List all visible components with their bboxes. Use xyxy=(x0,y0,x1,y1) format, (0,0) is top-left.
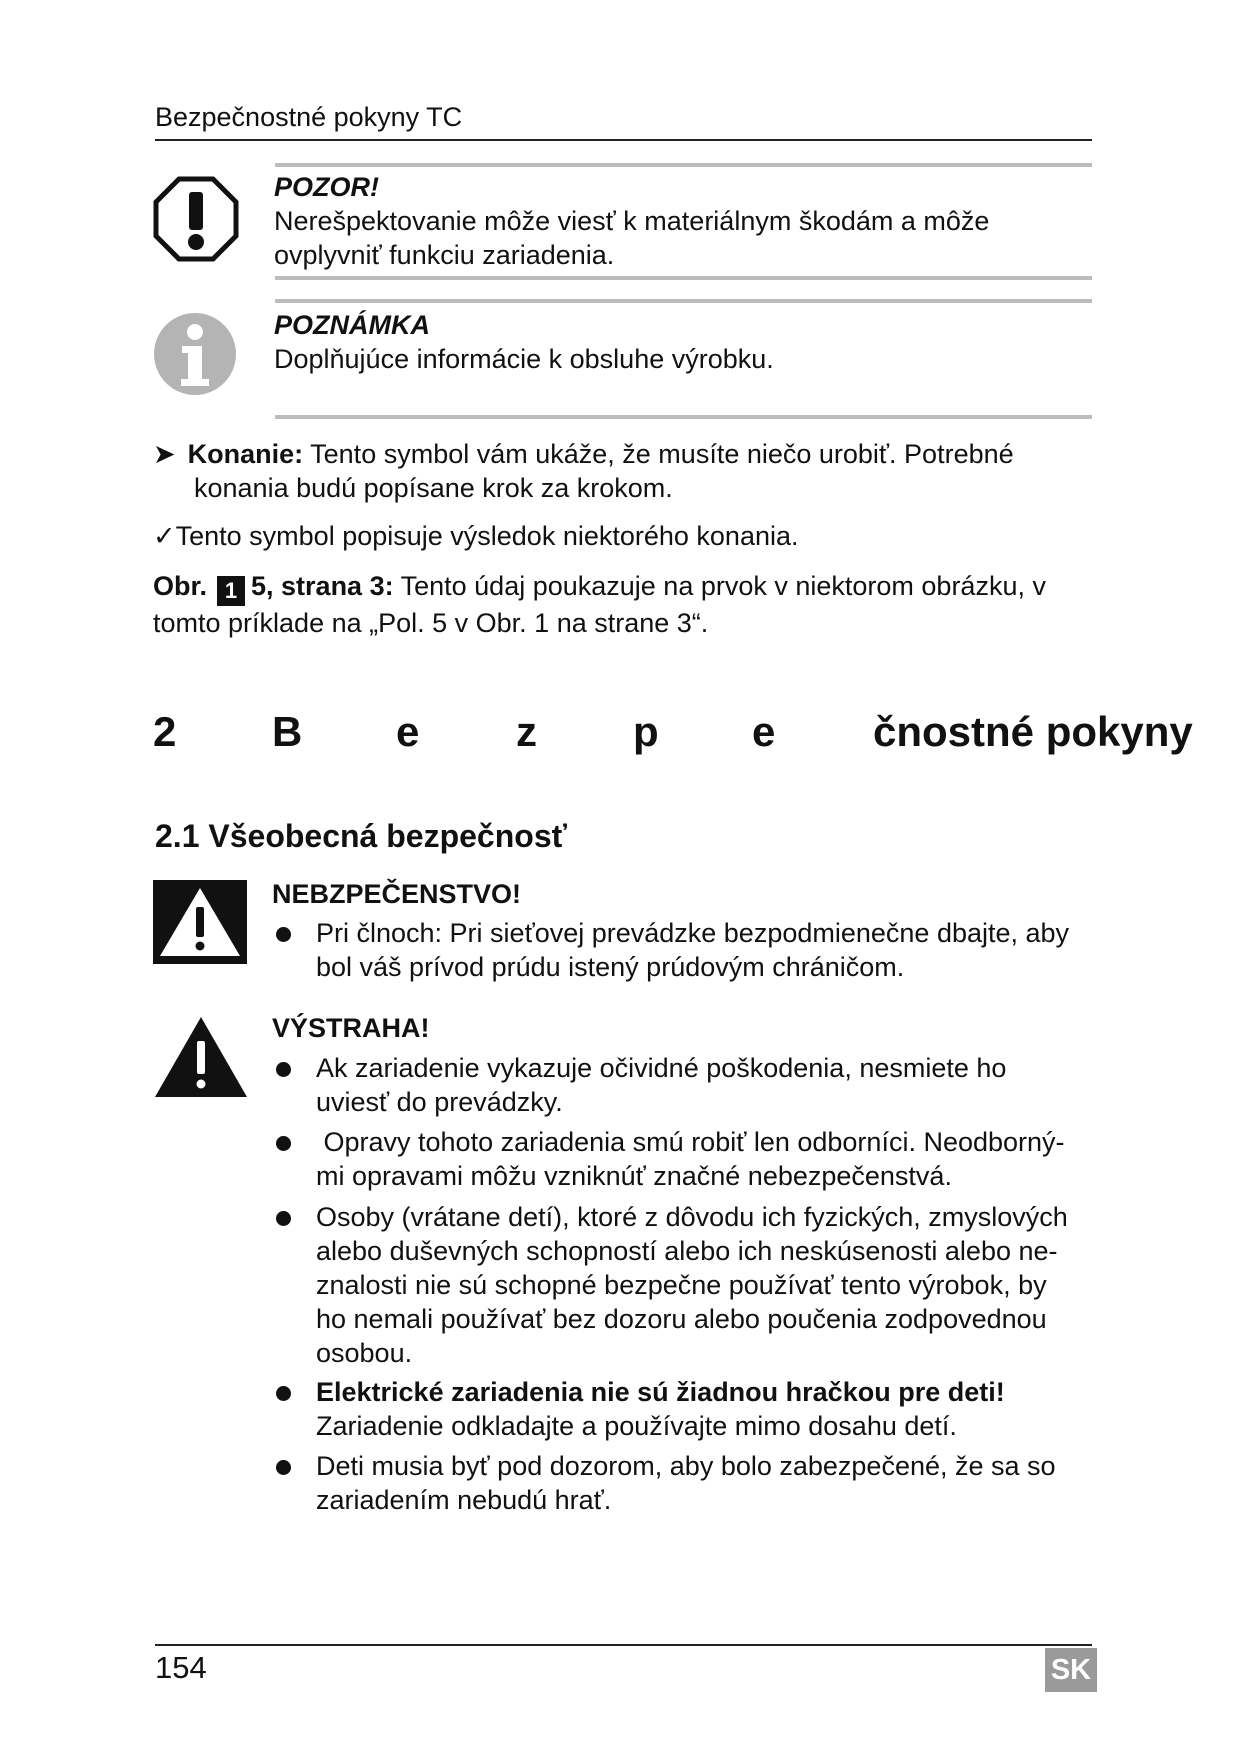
danger-title: NEBZPEČENSTVO! xyxy=(272,879,522,909)
list-item xyxy=(316,1125,1096,1193)
warning-title: VÝSTRAHA! xyxy=(272,1013,430,1043)
bullet-icon xyxy=(276,927,291,942)
info-icon xyxy=(152,311,238,397)
list-item-line: Ak zariadenie vykazuje očividné poškodenia, nesmiete ho xyxy=(316,1053,1007,1083)
list-item xyxy=(316,1375,1096,1443)
figure-reference-paragraph xyxy=(153,569,1103,640)
list-item-line: znalosti nie sú schopné bezpečne používať tento výrobok, by xyxy=(316,1270,1047,1300)
note-text: Doplňujúce informácie k obsluhe výrobku. xyxy=(274,344,774,374)
heading-rest: čnostné pokyny xyxy=(873,708,1193,755)
list-item-line: Deti musia byť pod dozorom, aby bolo zabezpečené, že sa so xyxy=(316,1451,1056,1481)
caution-text-line: Nerešpektovanie môže viesť k materiálnym škodám a môže xyxy=(274,206,990,236)
page-number: 154 xyxy=(155,1650,207,1685)
list-item-line: alebo duševných schopností alebo ich neskúsenosti alebo ne- xyxy=(316,1236,1058,1266)
list-item-line: osobou. xyxy=(316,1338,413,1368)
caution-octagon-icon xyxy=(153,176,239,262)
result-paragraph: ✓Tento symbol popisuje výsledok niektorého konania. xyxy=(153,521,799,551)
figure-number-badge: 1 xyxy=(217,576,245,606)
heading-letter: z xyxy=(516,708,537,755)
list-item-line: uviesť do prevádzky. xyxy=(316,1087,563,1117)
figref-label: Obr. xyxy=(153,571,208,601)
bullet-icon xyxy=(276,1211,291,1226)
action-text: Tento symbol vám ukáže, že musíte niečo urobiť. Potrebné xyxy=(303,439,1014,469)
list-item-line: Opravy tohoto zariadenia smú robiť len odborníci. Neodborný- xyxy=(316,1127,1065,1157)
list-item-line: zariadením nebudú hrať. xyxy=(316,1485,612,1515)
figref-text-line: tomto príklade na „Pol. 5 v Obr. 1 na strane 3“. xyxy=(153,608,709,638)
list-item xyxy=(316,916,1096,984)
running-header: Bezpečnostné pokyny TC xyxy=(155,102,463,132)
footer-divider xyxy=(155,1644,1092,1646)
list-item-line: Osoby (vrátane detí), ktoré z dôvodu ich fyzických, zmyslových xyxy=(316,1202,1068,1232)
danger-warning-triangle-icon xyxy=(153,880,247,964)
list-item xyxy=(316,1200,1096,1370)
note-title: POZNÁMKA xyxy=(274,310,430,340)
bullet-icon xyxy=(276,1062,291,1077)
heading-letter: B xyxy=(272,708,303,755)
language-badge: SK xyxy=(1045,1648,1097,1692)
notice-top-rule xyxy=(275,299,1092,303)
action-paragraph xyxy=(153,437,1103,505)
list-item-line: mi opravami môžu vzniknúť značné nebezpečenstvá. xyxy=(316,1161,952,1191)
heading-letter: e xyxy=(752,708,776,755)
action-label: Konanie: xyxy=(187,439,304,469)
list-item xyxy=(316,1051,1096,1119)
notice-top-rule xyxy=(275,163,1092,167)
caution-text-line: ovplyvniť funkciu zariadenia. xyxy=(274,240,615,270)
figref-text: Tento údaj poukazuje na prvok v niektorom obrázku, v xyxy=(393,571,1046,601)
figref-label-rest: 5, strana 3: xyxy=(251,571,394,601)
list-item-line: Zariadenie odkladajte a používajte mimo dosahu detí. xyxy=(316,1411,957,1441)
caution-title: POZOR! xyxy=(274,172,379,202)
notice-divider-rule xyxy=(275,276,1092,280)
bullet-icon xyxy=(276,1386,291,1401)
list-item-line: Elektrické zariadenia nie sú žiadnou hračkou pre deti! xyxy=(316,1377,1005,1407)
notice-bottom-rule xyxy=(275,415,1092,419)
bullet-icon xyxy=(276,1136,291,1151)
header-divider xyxy=(155,139,1092,141)
warning-triangle-icon xyxy=(153,1015,249,1099)
list-item-line: ho nemali používať bez dozoru alebo poučenia zodpovednou xyxy=(316,1304,1047,1334)
heading-letter: p xyxy=(633,708,659,755)
arrow-icon: ➤ xyxy=(153,439,176,469)
subsection-title: 2.1 Všeobecná bezpečnosť xyxy=(155,818,567,854)
section-number: 2 xyxy=(153,708,177,755)
heading-letter: e xyxy=(396,708,420,755)
caution-text xyxy=(274,204,989,272)
list-item-line: Pri člnoch: Pri sieťovej prevádzke bezpodmienečne dbajte, aby xyxy=(316,918,1070,948)
bullet-icon xyxy=(276,1460,291,1475)
list-item-line: bol váš prívod prúdu istený prúdovým chráničom. xyxy=(316,952,905,982)
list-item xyxy=(316,1449,1096,1517)
action-text-line: konania budú popísane krok za krokom. xyxy=(194,473,673,503)
